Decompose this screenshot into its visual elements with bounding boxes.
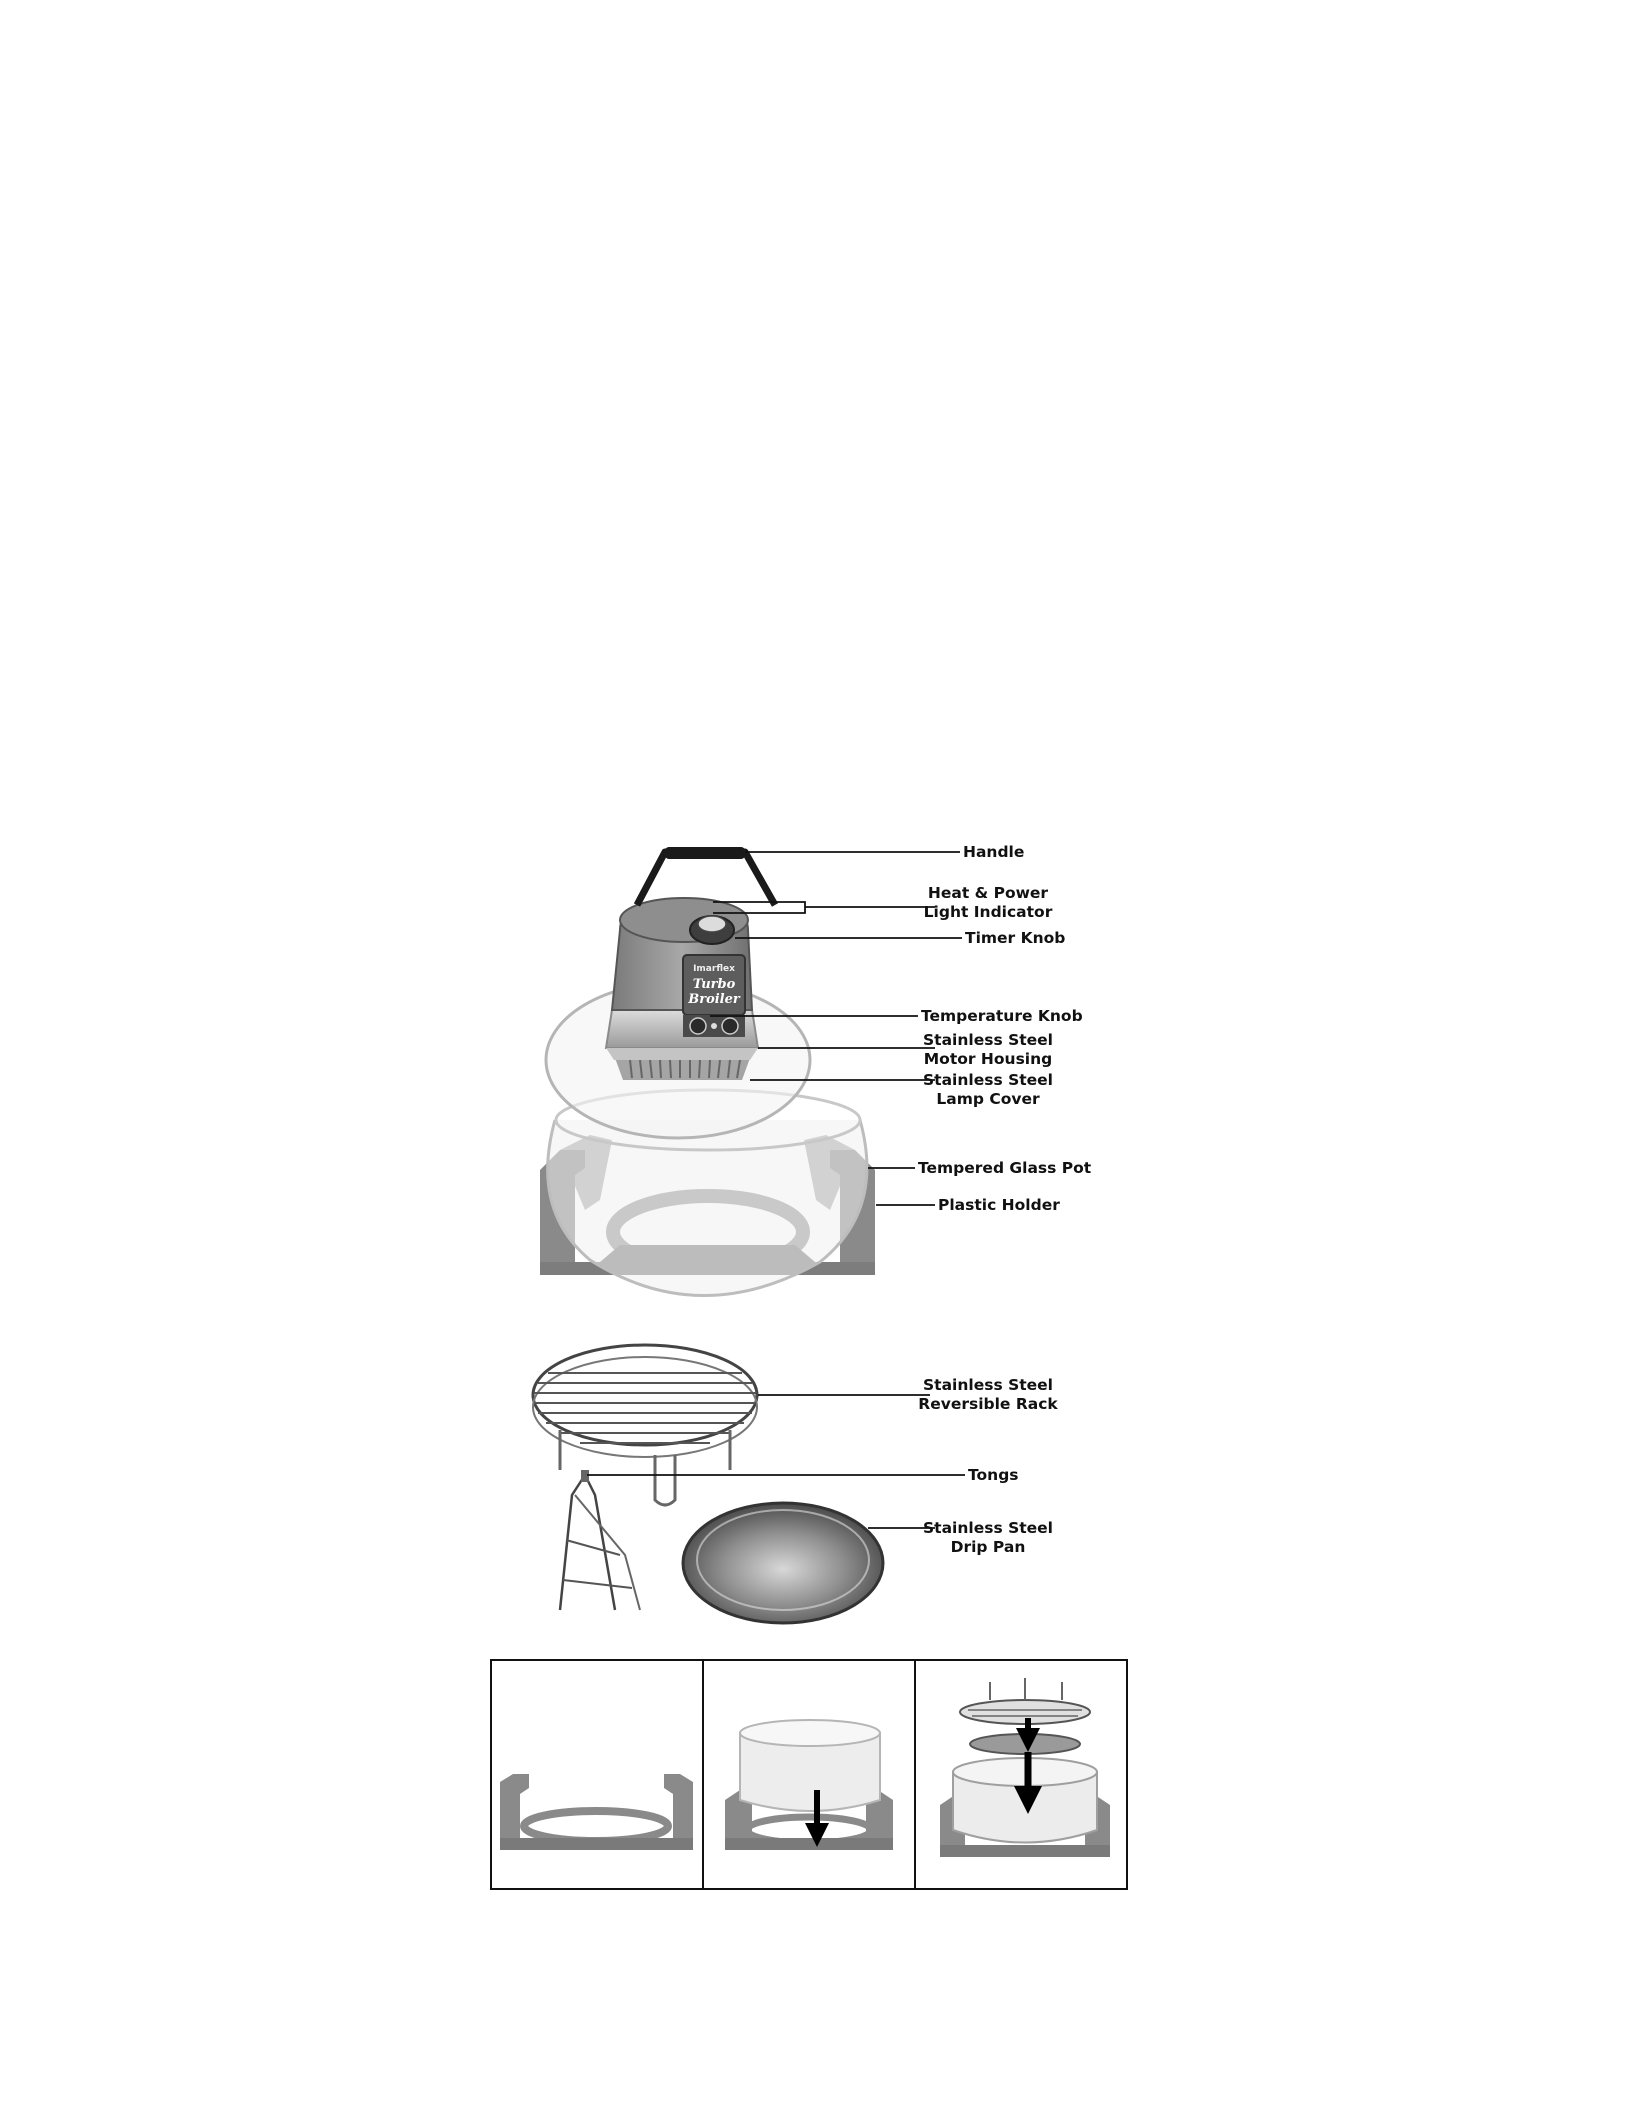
lamp-cover: [615, 1058, 750, 1080]
power-light: [711, 1023, 717, 1029]
label-timer-knob: Timer Knob: [965, 929, 1066, 947]
brand-logo: Imarflex: [693, 964, 735, 974]
label-handle: Handle: [963, 843, 1025, 861]
timer-dial-small: [722, 1018, 738, 1034]
handle: [637, 847, 775, 905]
label-motor-housing-2: Motor Housing: [923, 1050, 1053, 1068]
label-heat-power-2: Light Indicator: [923, 903, 1053, 921]
label-lamp-cover-2: Lamp Cover: [936, 1090, 1040, 1108]
product-logo-line-2: Broiler: [688, 992, 740, 1007]
control-panel: [683, 955, 745, 1037]
timer-knob: [690, 916, 734, 944]
label-tongs: Tongs: [968, 1466, 1019, 1484]
label-heat-power-1: Heat & Power: [927, 884, 1049, 902]
label-rack-1: Stainless Steel: [923, 1376, 1053, 1394]
reversible-rack: [533, 1345, 757, 1505]
label-motor-housing-1: Stainless Steel: [923, 1031, 1053, 1049]
temperature-knob: [690, 1018, 706, 1034]
label-glass-pot: Tempered Glass Pot: [918, 1159, 1092, 1177]
label-rack-2: Reversible Rack: [918, 1395, 1058, 1413]
drip-pan: [683, 1503, 883, 1623]
label-temperature-knob: Temperature Knob: [921, 1007, 1083, 1025]
part-labels: [918, 843, 1092, 1556]
label-drip-pan-2: Drip Pan: [950, 1538, 1026, 1556]
product-logo-line-1: Turbo: [692, 977, 736, 992]
assembly-steps: [491, 1660, 1127, 1889]
label-lamp-cover-1: Stainless Steel: [923, 1071, 1053, 1089]
label-drip-pan-1: Stainless Steel: [923, 1519, 1053, 1537]
label-plastic-holder: Plastic Holder: [938, 1196, 1060, 1214]
tongs: [560, 1470, 640, 1610]
